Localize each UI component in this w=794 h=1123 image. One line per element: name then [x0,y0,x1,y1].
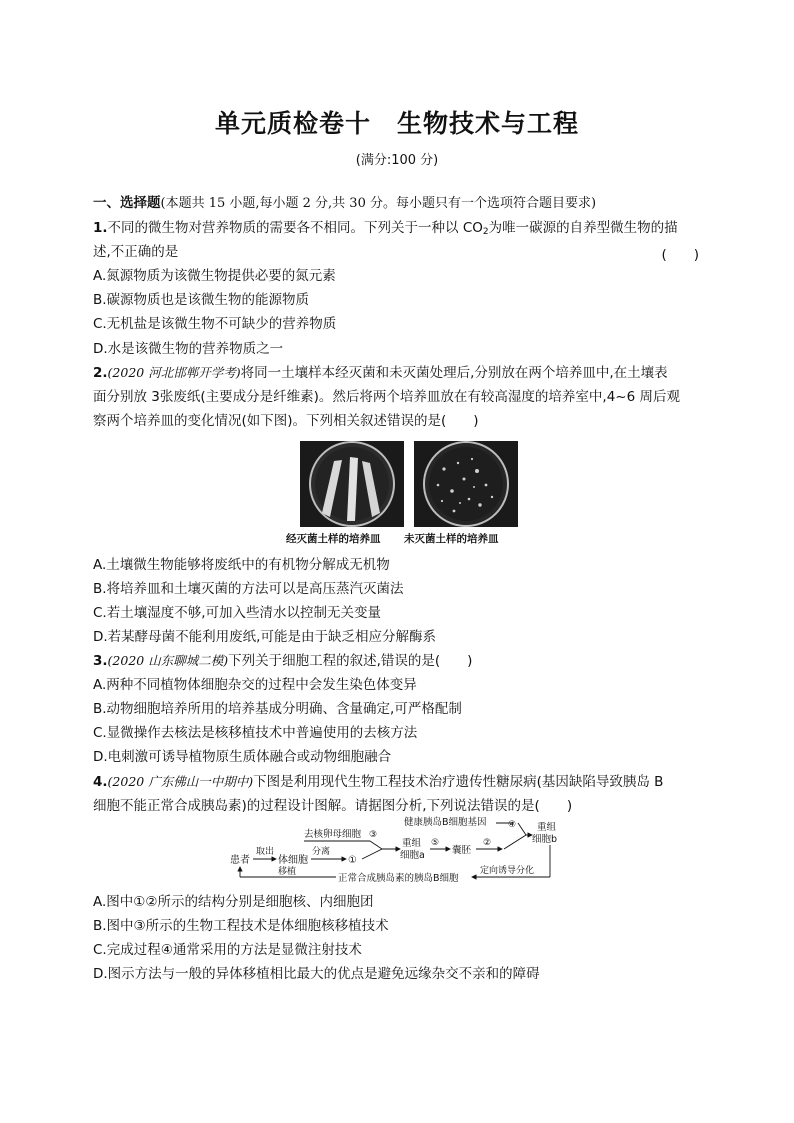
title-part-2: 生物技术与工程 [397,109,580,138]
q3-option-a: A.两种不同植物体细胞杂交的过程中会发生染色体变异 [93,677,417,693]
q1-number: 1. [93,220,108,236]
diagram-circle-5: ⑤ [431,838,440,848]
q4-option-b: B.图中③所示的生物工程技术是体细胞核移植技术 [93,918,389,934]
q1-option-c: C.无机盐是该微生物不可缺少的营养物质 [93,316,337,332]
q4-flow-diagram [228,815,564,887]
q4-stem-text-1: 下图是利用现代生物工程技术治疗遗传性糖尿病(基因缺陷导致胰岛 B [253,774,664,790]
diagram-transplant: 移植 [278,867,297,877]
section-note: (本题共 15 小题,每小题 2 分,共 30 分。每小题只有一个选项符合题目要求) [160,196,597,211]
page-title [0,104,794,140]
diagram-recomb-b-line2: 细胞b [532,834,558,845]
q2-option-a: A.土壤微生物能够将废纸中的有机物分解成无机物 [93,557,390,573]
diagram-recomb-a-line1: 重组 [402,838,422,849]
q4-stem-line-1 [93,773,663,791]
q2-stem-text-1: 将同一土壤样本经灭菌和未灭菌处理后,分别放在两个培养皿中,在土壤表 [240,365,668,381]
caption-unsterilized-dish: 未灭菌土样的培养皿 [404,533,499,545]
q1-option-a: A.氮源物质为该微生物提供必要的氮元素 [93,268,336,284]
diagram-circle-4: ④ [508,820,517,830]
q4-option-a: A.图中①②所示的结构分别是细胞核、内细胞团 [93,894,374,910]
q4-number: 4. [93,774,108,790]
q3-source: (2020 山东聊城二模) [107,653,229,668]
diagram-circle-2: ② [483,838,492,848]
q4-source: (2020 广东佛山一中期中) [107,774,254,789]
diagram-blastocyst: 囊胚 [452,845,472,856]
diagram-recomb-a-line2: 细胞a [400,850,425,861]
q1-stem-line-2: 述,不正确的是 [93,244,179,260]
diagram-normal-cell: 正常合成胰岛素的胰岛B细胞 [338,873,459,884]
q4-stem-line-2: 细胞不能正常合成胰岛素)的过程设计图解。请据图分析,下列说法错误的是( ) [93,798,573,814]
q1-answer-paren: ( ) [661,247,699,263]
q3-option-d: D.电刺激可诱导植物原生质体融合或动物细胞融合 [93,749,392,765]
diagram-healthy-gene: 健康胰岛B细胞基因 [404,817,487,828]
diagram-directed-diff: 定向诱导分化 [480,866,535,876]
unsterilized-dish-photo [414,441,518,527]
q2-option-d: D.若某酵母菌不能利用废纸,可能是由于缺乏相应分解酶系 [93,629,436,645]
diagram-circle-3: ③ [369,830,378,840]
q1-stem-a: 不同的微生物对营养物质的需要各不相同。下列关于一种以 CO [107,220,483,236]
q3-option-b: B.动物细胞培养所用的培养基成分明确、含量确定,可严格配制 [93,701,462,717]
diagram-take-out: 取出 [256,847,275,857]
q1-stem-line-1 [93,219,678,241]
diagram-circle-1: ① [348,855,357,866]
q2-source: (2020 河北邯郸开学考) [107,365,241,380]
title-part-1: 单元质检卷十 [214,109,371,138]
section-label: 一、选择题 [93,195,161,211]
sterilized-dish-photo [300,441,404,527]
q4-option-d: D.图示方法与一般的异体移植相比最大的优点是避免远缘杂交不亲和的障碍 [93,966,540,982]
diagram-patient: 患者 [230,855,250,866]
caption-sterilized-dish: 经灭菌土样的培养皿 [286,533,381,545]
q3-number: 3. [93,653,108,669]
q3-stem [93,652,472,670]
page-subtitle: (满分:100 分) [355,153,439,168]
diagram-somatic-cell: 体细胞 [278,855,308,866]
q1-stem-subscript: 2 [482,227,489,237]
q3-stem-text: 下列关于细胞工程的叙述,错误的是( ) [228,653,473,669]
q4-option-c: C.完成过程④通常采用的方法是显微注射技术 [93,942,362,958]
q2-option-b: B.将培养皿和土壤灭菌的方法可以是高压蒸汽灭菌法 [93,581,404,597]
q2-stem-line-2: 面分别放 3张废纸(主要成分是纤维素)。然后将两个培养皿放在有较高湿度的培养室中,4~6 周后观 [93,389,680,405]
diagram-recomb-b-line1: 重组 [537,822,557,833]
q2-option-c: C.若土壤湿度不够,可加入些清水以控制无关变量 [93,605,382,621]
q3-option-c: C.显微操作去核法是核移植技术中普遍使用的去核方法 [93,725,418,741]
diagram-enucleated-egg: 去核卵母细胞 [304,829,362,840]
q2-stem-line-3: 察两个培养皿的变化情况(如下图)。下列相关叙述错误的是( ) [93,413,479,429]
q1-stem-b: 为唯一碳源的自养型微生物的描 [488,220,678,236]
q1-option-b: B.碳源物质也是该微生物的能源物质 [93,292,310,308]
diagram-separate: 分离 [312,847,331,857]
q2-number: 2. [93,365,108,381]
section-header [93,194,596,213]
q2-stem-line-1 [93,364,668,382]
q1-option-d: D.水是该微生物的营养物质之一 [93,341,284,357]
